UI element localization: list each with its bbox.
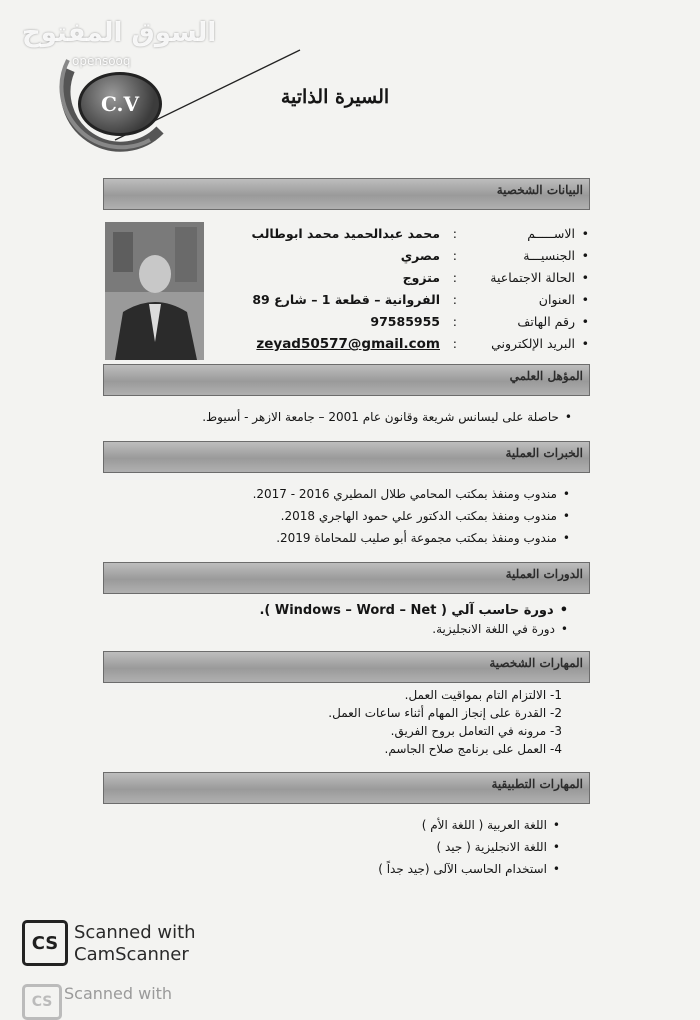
course-item: •دورة حاسب آلي ( Windows – Word – Net ). (259, 603, 568, 618)
section-title-courses: الدورات العملية (505, 567, 583, 581)
experience-item: •مندوب ومنفذ بمكتب مجموعة أبو صليب للمحاماة 2019. (276, 531, 570, 545)
section-bar-language-skills (103, 772, 590, 804)
section-bar-education (103, 364, 590, 396)
personal-row-nationality: • الجنسيـــة : مصري (400, 248, 589, 263)
camscanner-logo-text: CS (31, 932, 59, 954)
scanner-line-2: CamScanner (74, 944, 189, 965)
cv-logo (78, 72, 162, 136)
person-photo-icon (105, 222, 204, 360)
scanner-line-1: Scanned with (74, 922, 196, 943)
language-skill-item: •اللغة الانجليزية ( جيد ) (436, 840, 560, 854)
email-link[interactable]: zeyad50577@gmail.com (256, 336, 440, 352)
camscanner-logo-faded: CS (22, 984, 62, 1020)
profile-photo (105, 222, 204, 360)
personal-row-name: • الاســـــم : محمد عبدالحميد محمد ابوطالب (251, 226, 589, 241)
language-skill-item: •اللغة العربية ( اللغة الأم ) (421, 818, 560, 832)
section-title-experience: الخبرات العملية (505, 446, 583, 460)
section-title-education: المؤهل العلمي (509, 369, 583, 383)
watermark-latin: opensooq (72, 54, 131, 68)
course-item: •دورة في اللغة الانجليزية. (432, 622, 568, 636)
section-bar-personal (103, 178, 590, 210)
section-title-language-skills: المهارات التطبيقية (491, 777, 583, 791)
skill-item: 2- القدرة على إنجاز المهام أثناء ساعات العمل. (328, 706, 562, 720)
experience-item: •مندوب ومنفذ بمكتب المحامي طلال المطيري 2016 - 2017. (252, 487, 570, 501)
skill-item: 3- مرونه في التعامل بروح الفريق. (390, 724, 562, 738)
section-title-personal: البيانات الشخصية (496, 183, 583, 197)
section-bar-experience (103, 441, 590, 473)
section-bar-skills (103, 651, 590, 683)
experience-item: •مندوب ومنفذ بمكتب الدكتور علي حمود الهاجري 2018. (280, 509, 570, 523)
cv-logo-text: C.V (100, 92, 140, 116)
personal-row-email: • البريد الإلكتروني : zeyad50577@gmail.com (256, 336, 589, 352)
camscanner-logo (22, 920, 68, 966)
skill-item: 1- الالتزام التام بمواقيت العمل. (404, 688, 562, 702)
watermark-arabic: السوق المفتوح (22, 18, 217, 48)
personal-row-address: • العنوان : الفروانية – قطعة 1 – شارع 89 (252, 292, 589, 307)
page-title: السيرة الذاتية (280, 86, 390, 108)
education-item: •حاصلة على ليسانس شريعة وقانون عام 2001 – جامعة الازهر - أسيوط. (202, 410, 572, 424)
personal-row-phone: • رقم الهاتف : 97585955 (370, 314, 589, 329)
scanner-line-faded: Scanned with (64, 984, 173, 1003)
section-title-skills: المهارات الشخصية (489, 656, 583, 670)
section-bar-courses (103, 562, 590, 594)
language-skill-item: •استخدام الحاسب الآلى (جيد جداً ) (378, 862, 560, 876)
skill-item: 4- العمل على برنامج صلاح الجاسم. (384, 742, 562, 756)
personal-row-marital: • الحالة الاجتماعية : متزوج (402, 270, 589, 285)
